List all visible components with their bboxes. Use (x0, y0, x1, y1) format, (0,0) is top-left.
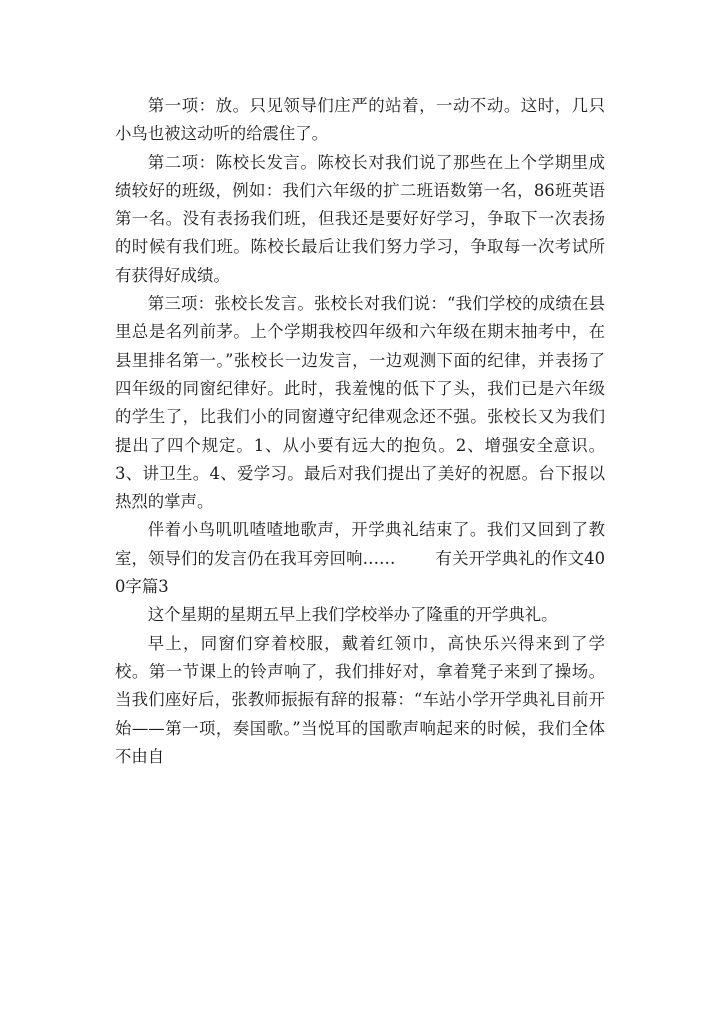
paragraph-6: 早上，同窗们穿着校服，戴着红领巾，高快乐兴得来到了学校。第一节课上的铃声响了，我们排好对，拿着凳子来到了操场。当我们座好后，张教师振振有辞的报幕：“车站小学开学典礼目前开始——第一项，奏国歌。”当悦耳的国歌声响起来的时候，我们全体不由自 (115, 633, 605, 766)
paragraph-4 (115, 516, 605, 601)
document-body (115, 92, 605, 771)
paragraph-5: 这个星期的星期五早上我们学校举办了隆重的开学典礼。 (147, 605, 558, 625)
section-title: 有关开学典礼的作文400字篇3 (115, 548, 606, 597)
paragraph-1: 第一项：放。只见领导们庄严的站着，一动不动。这时，几只小鸟也被这动听的给震住了。 (115, 96, 605, 144)
paragraph-2: 第二项：陈校长发言。陈校长对我们说了那些在上个学期里成绩较好的班级，例如：我们六年级的扩二班语数第一名，86班英语第一名。没有表扬我们班，但我还是要好好学习，争取下一次表扬的时候有我们班。陈校长最后让我们努力学习，争取每一次考试所有获得好成绩。 (115, 152, 605, 285)
paragraph-3: 第三项：张校长发言。张校长对我们说：“我们学校的成绩在县里总是名列前茅。上个学期我校四年级和六年级在期末抽考中，在县里排名第一。”张校长一边发言，一边观测下面的纪律，并表扬了四年级的同窗纪律好。此时，我羞愧的低下了头，我们已是六年级的学生了，比我们小的同窗遵守纪律观念还不强。张校长又为我们提出了四个规定。1、从小要有远大的抱负。2、增强安全意识。3、讲卫生。4、爱学习。最后对我们提出了美好的祝愿。台下报以热烈的掌声。 (115, 294, 605, 512)
paragraph-4-text: 伴着小鸟叽叽喳喳地歌声，开学典礼结束了。我们又回到了教室，领导们的发言仍在我耳旁回响…… (115, 520, 605, 568)
